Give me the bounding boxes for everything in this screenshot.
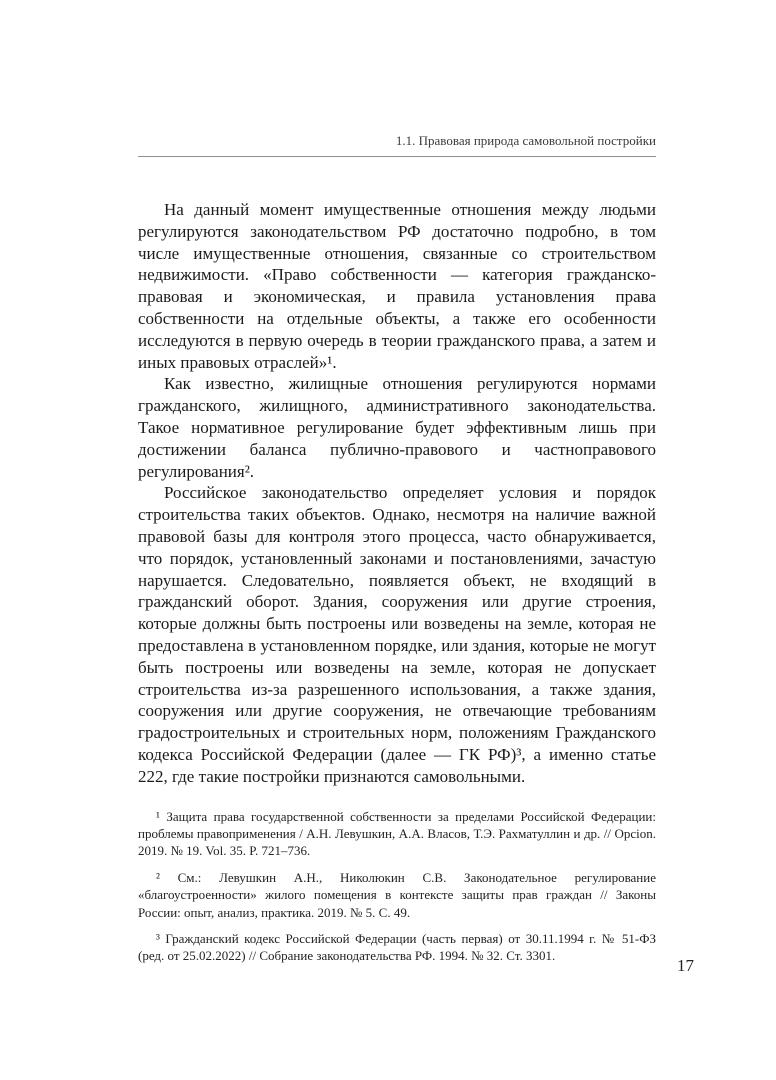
footnote-3: ³ Гражданский кодекс Российской Федерации (часть первая) от 30.11.1994 г. № 51-ФЗ (ред. от 25.02.2022) // Собрание законодательства РФ. 1994. № 32. Ст. 3301. <box>138 930 656 964</box>
footnotes-block <box>138 808 656 965</box>
paragraph-3: Российское законодательство определяет условия и порядок строительства таких объектов. Однако, несмотря на наличие важной правовой базы для контроля этого процесса, часто обнаруживается, что порядок, установленный законами и постановлениями, зачастую нарушается. Следовательно, появляется объект, не входящий в гражданский оборот. Здания, сооружения или другие строения, которые должны быть построены или возведены на земле, которая не предоставлена в установленном порядке, или здания, которые не могут быть построены или возведены на земле, которая не допускает строительства из-за разрешенного использования, а также здания, сооружения или другие сооружения, не отвечающие требованиям градостроительных и строительных норм, положениям Гражданского кодекса Российской Федерации (далее — ГК РФ)³, а именно статье 222, где такие постройки признаются самовольными. <box>138 483 656 786</box>
running-header <box>138 133 656 156</box>
page-number: 17 <box>677 956 694 975</box>
paragraph-2: Как известно, жилищные отношения регулируются нормами гражданского, жилищного, административного законодательства. Такое нормативное регулирование будет эффективным лишь при достижении баланса публично-правового и частноправового регулирования². <box>138 374 656 481</box>
running-header-text: 1.1. Правовая природа самовольной постройки <box>395 133 656 148</box>
paragraph-1: На данный момент имущественные отношения между людьми регулируются законодательством РФ достаточно подробно, в том числе имущественные отношения, связанные со строительством недвижимости. «Право собственности — категория гражданско-правовая и экономическая, и правила установления права собственности на отдельные объекты, а также его особенности исследуются в первую очередь в теории гражданского права, а затем и иных правовых отраслей»¹. <box>138 200 656 372</box>
page-content <box>138 133 656 965</box>
footnote-1: ¹ Защита права государственной собственности за пределами Российской Федерации: проблемы правоприменения / А.Н. Левушкин, А.А. Власов, Т.Э. Рахматуллин и др. // Opcion. 2019. № 19. Vol. 35. P. 721–736. <box>138 808 656 859</box>
body-text <box>138 199 656 788</box>
footnote-2: ² См.: Левушкин А.Н., Николюкин С.В. Законодательное регулирование «благоустроенности» жилого помещения в контексте защиты прав граждан // Законы России: опыт, анализ, практика. 2019. № 5. С. 49. <box>138 869 656 920</box>
header-rule <box>138 156 656 157</box>
